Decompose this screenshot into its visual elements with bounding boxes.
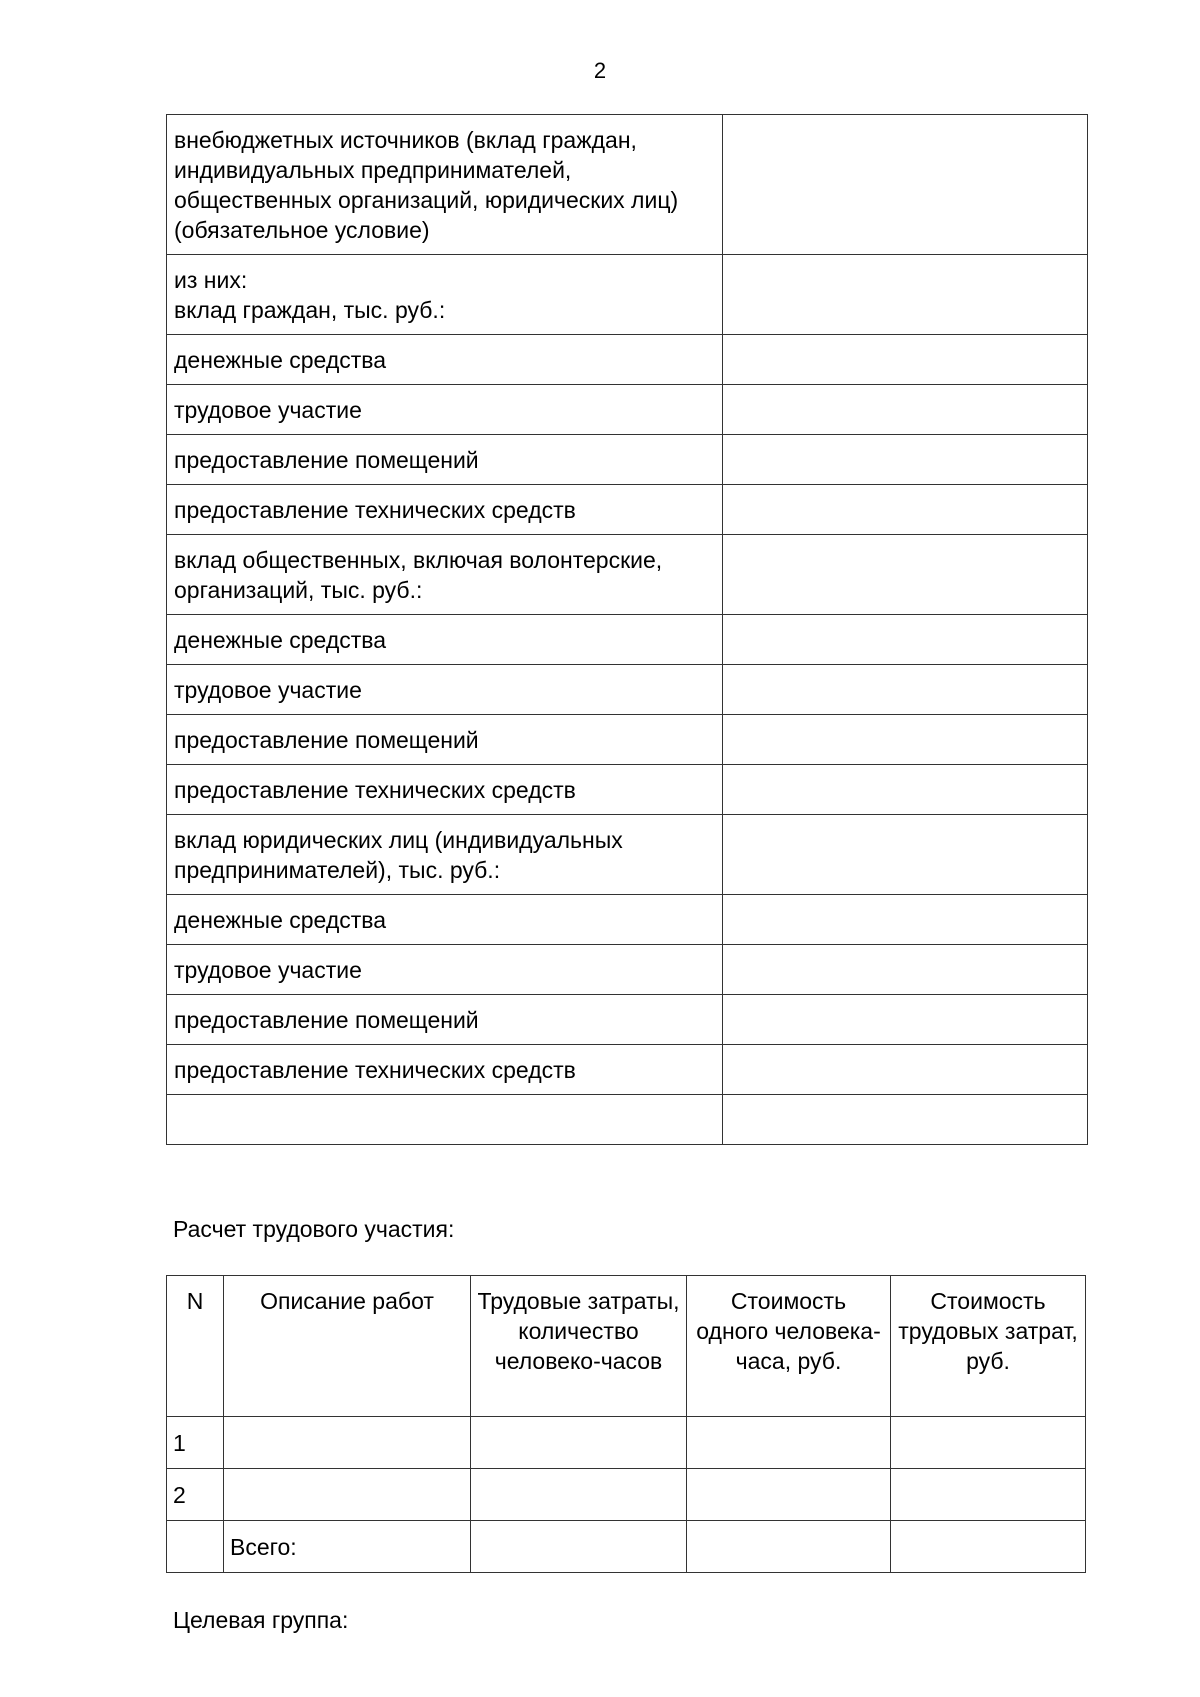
funding-item-label-line: вклад граждан, тыс. руб.: — [174, 297, 446, 323]
funding-table-row — [167, 665, 1088, 715]
funding-table-row — [167, 115, 1088, 255]
funding-item-value — [723, 385, 1088, 435]
funding-item-label-line: трудовое участие — [174, 957, 362, 983]
funding-table-row — [167, 255, 1088, 335]
funding-item-value — [723, 1095, 1088, 1145]
labor-table-row — [167, 1469, 1086, 1521]
funding-table-row — [167, 945, 1088, 995]
funding-table-row — [167, 1095, 1088, 1145]
page-number: 2 — [593, 58, 607, 83]
funding-item-label-line: предоставление технических средств — [174, 497, 576, 523]
funding-item-value — [723, 485, 1088, 535]
funding-item-label — [167, 1045, 723, 1095]
funding-item-label-line: внебюджетных источников (вклад граждан, индивидуальных предпринимателей, общественных организаций, юридических лиц) (обязательное условие) — [174, 127, 679, 243]
labor-calculation-table — [166, 1275, 1086, 1573]
labor-hours-cell — [471, 1521, 687, 1573]
funding-item-value — [723, 815, 1088, 895]
header-cell-number: N — [167, 1276, 224, 1417]
funding-table-row — [167, 815, 1088, 895]
funding-item-label-line: вклад общественных, включая волонтерские, организаций, тыс. руб.: — [174, 547, 663, 603]
funding-item-label — [167, 895, 723, 945]
funding-item-value — [723, 945, 1088, 995]
funding-item-value — [723, 435, 1088, 485]
row-number-cell: 1 — [167, 1417, 224, 1469]
funding-item-label-line: трудовое участие — [174, 397, 362, 423]
funding-item-label-line: предоставление помещений — [174, 1007, 479, 1033]
work-description-cell — [224, 1469, 471, 1521]
funding-item-label-line: из них: — [174, 267, 248, 293]
total-label-cell: Всего: — [224, 1521, 471, 1573]
funding-item-value — [723, 665, 1088, 715]
funding-item-value — [723, 895, 1088, 945]
funding-item-label — [167, 485, 723, 535]
total-cost-cell — [891, 1469, 1086, 1521]
funding-item-label — [167, 815, 723, 895]
funding-table-row — [167, 995, 1088, 1045]
funding-item-label-line: вклад юридических лиц (индивидуальных предпринимателей), тыс. руб.: — [174, 827, 623, 883]
funding-table-row — [167, 1045, 1088, 1095]
funding-item-label-line: предоставление помещений — [174, 727, 479, 753]
header-cell-total-cost: Стоимость трудовых затрат, руб. — [891, 1276, 1086, 1417]
funding-table-row — [167, 435, 1088, 485]
funding-item-label-line: денежные средства — [174, 627, 387, 653]
labor-table-total-row — [167, 1521, 1086, 1573]
funding-sources-table — [166, 114, 1088, 1145]
header-cell-labor-hours: Трудовые затраты, количество человеко-часов — [471, 1276, 687, 1417]
funding-item-label — [167, 335, 723, 385]
funding-item-label-line: предоставление помещений — [174, 447, 479, 473]
funding-item-label — [167, 945, 723, 995]
target-group-caption: Целевая группа: — [173, 1607, 349, 1633]
labor-table-row — [167, 1417, 1086, 1469]
funding-table-row — [167, 335, 1088, 385]
funding-item-value — [723, 535, 1088, 615]
row-number-cell: 2 — [167, 1469, 224, 1521]
funding-item-value — [723, 765, 1088, 815]
hour-cost-cell — [687, 1469, 891, 1521]
funding-item-label — [167, 535, 723, 615]
labor-hours-cell — [471, 1469, 687, 1521]
funding-item-value — [723, 255, 1088, 335]
funding-item-label-line: денежные средства — [174, 907, 387, 933]
hour-cost-cell — [687, 1417, 891, 1469]
funding-table-row — [167, 715, 1088, 765]
funding-item-label — [167, 765, 723, 815]
funding-item-label-line: денежные средства — [174, 347, 387, 373]
funding-item-label — [167, 385, 723, 435]
funding-item-label — [167, 255, 723, 335]
funding-item-label — [167, 715, 723, 765]
funding-item-label — [167, 665, 723, 715]
funding-item-label — [167, 435, 723, 485]
funding-table-row — [167, 895, 1088, 945]
funding-item-value — [723, 995, 1088, 1045]
funding-table-row — [167, 535, 1088, 615]
funding-item-label — [167, 1095, 723, 1145]
funding-table-row — [167, 385, 1088, 435]
total-cost-cell — [891, 1521, 1086, 1573]
labor-hours-cell — [471, 1417, 687, 1469]
funding-item-value — [723, 615, 1088, 665]
funding-item-label — [167, 115, 723, 255]
funding-item-value — [723, 115, 1088, 255]
funding-item-label-line: предоставление технических средств — [174, 777, 576, 803]
header-cell-hour-cost: Стоимость одного человека-часа, руб. — [687, 1276, 891, 1417]
funding-item-label — [167, 995, 723, 1045]
funding-table-row — [167, 485, 1088, 535]
funding-item-value — [723, 715, 1088, 765]
funding-table-row — [167, 615, 1088, 665]
funding-item-value — [723, 335, 1088, 385]
total-cost-cell — [891, 1417, 1086, 1469]
row-number-cell — [167, 1521, 224, 1573]
hour-cost-cell — [687, 1521, 891, 1573]
header-cell-work-description: Описание работ — [224, 1276, 471, 1417]
funding-item-value — [723, 1045, 1088, 1095]
labor-calculation-caption: Расчет трудового участия: — [173, 1216, 455, 1242]
funding-item-label — [167, 615, 723, 665]
funding-item-label-line: предоставление технических средств — [174, 1057, 576, 1083]
labor-table-header-row — [167, 1276, 1086, 1417]
work-description-cell — [224, 1417, 471, 1469]
funding-item-label-line: трудовое участие — [174, 677, 362, 703]
funding-table-row — [167, 765, 1088, 815]
